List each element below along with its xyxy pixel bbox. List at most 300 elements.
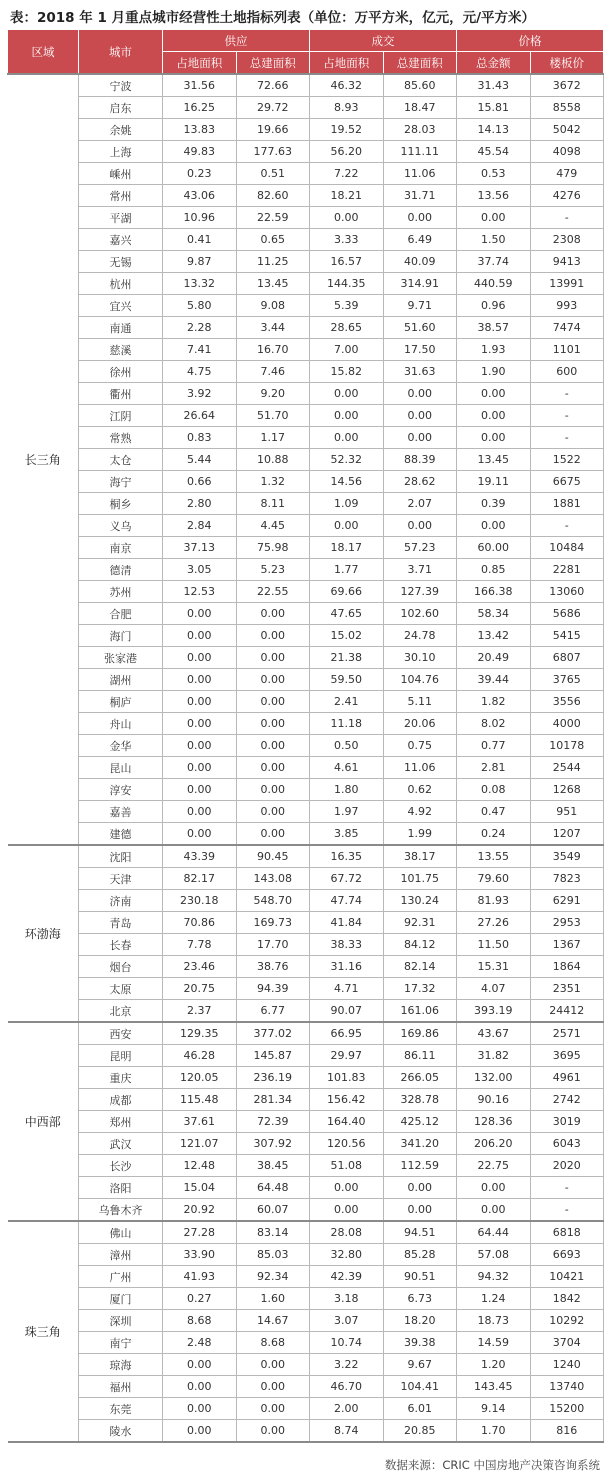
deal-total-area-cell: 314.91 <box>383 273 457 295</box>
floor-price-cell: 10178 <box>530 735 604 757</box>
supply-total-area-cell: 5.23 <box>236 559 310 581</box>
deal-total-area-cell: 9.71 <box>383 295 457 317</box>
deal-land-area-cell: 32.80 <box>310 1244 384 1266</box>
deal-total-area-cell: 102.60 <box>383 603 457 625</box>
floor-price-cell: - <box>530 427 604 449</box>
total-amount-cell: 43.67 <box>457 1022 531 1045</box>
deal-land-area-cell: 28.65 <box>310 317 384 339</box>
deal-land-area-cell: 0.00 <box>310 1199 384 1222</box>
supply-land-area-cell: 0.00 <box>163 691 237 713</box>
table-row <box>8 1111 604 1133</box>
total-amount-cell: 0.00 <box>457 383 531 405</box>
supply-land-area-cell: 37.13 <box>163 537 237 559</box>
deal-land-area-cell: 164.40 <box>310 1111 384 1133</box>
floor-price-cell: 479 <box>530 163 604 185</box>
supply-total-area-cell: 22.55 <box>236 581 310 603</box>
city-cell: 太仓 <box>79 449 163 471</box>
total-amount-cell: 14.59 <box>457 1332 531 1354</box>
deal-total-area-cell: 161.06 <box>383 1000 457 1023</box>
floor-price-cell: 6675 <box>530 471 604 493</box>
supply-total-area-cell: 8.11 <box>236 493 310 515</box>
city-cell: 长沙 <box>79 1155 163 1177</box>
city-cell: 海门 <box>79 625 163 647</box>
deal-land-area-cell: 69.66 <box>310 581 384 603</box>
supply-total-area-cell: 0.51 <box>236 163 310 185</box>
table-row <box>8 163 604 185</box>
deal-land-area-cell: 15.82 <box>310 361 384 383</box>
supply-total-area-cell: 0.00 <box>236 1398 310 1420</box>
land-indicator-table <box>7 29 604 1443</box>
deal-land-area-cell: 66.95 <box>310 1022 384 1045</box>
supply-total-area-cell: 9.08 <box>236 295 310 317</box>
deal-land-area-cell: 3.18 <box>310 1288 384 1310</box>
deal-land-area-cell: 21.38 <box>310 647 384 669</box>
total-amount-cell: 440.59 <box>457 273 531 295</box>
floor-price-cell: 2281 <box>530 559 604 581</box>
table-row <box>8 1420 604 1443</box>
deal-total-area-cell: 2.07 <box>383 493 457 515</box>
deal-total-area-cell: 104.76 <box>383 669 457 691</box>
supply-land-area-cell: 9.87 <box>163 251 237 273</box>
total-amount-cell: 1.93 <box>457 339 531 361</box>
supply-land-area-cell: 43.39 <box>163 845 237 868</box>
city-cell: 南宁 <box>79 1332 163 1354</box>
deal-land-area-cell: 1.09 <box>310 493 384 515</box>
table-row <box>8 669 604 691</box>
total-amount-cell: 57.08 <box>457 1244 531 1266</box>
floor-price-cell: 4098 <box>530 141 604 163</box>
city-cell: 上海 <box>79 141 163 163</box>
table-row <box>8 1288 604 1310</box>
supply-land-area-cell: 0.00 <box>163 823 237 846</box>
total-amount-cell: 11.50 <box>457 934 531 956</box>
supply-total-area-cell: 0.00 <box>236 1354 310 1376</box>
table-row <box>8 427 604 449</box>
floor-price-cell: 5042 <box>530 119 604 141</box>
deal-total-area-cell: 28.62 <box>383 471 457 493</box>
table-row <box>8 471 604 493</box>
supply-total-area-cell: 0.00 <box>236 669 310 691</box>
city-cell: 福州 <box>79 1376 163 1398</box>
city-cell: 余姚 <box>79 119 163 141</box>
supply-land-area-cell: 120.05 <box>163 1067 237 1089</box>
supply-total-area-cell: 0.00 <box>236 779 310 801</box>
header-deal: 成交 <box>310 30 457 52</box>
city-cell: 衢州 <box>79 383 163 405</box>
total-amount-cell: 19.11 <box>457 471 531 493</box>
supply-land-area-cell: 5.80 <box>163 295 237 317</box>
supply-total-area-cell: 236.19 <box>236 1067 310 1089</box>
supply-total-area-cell: 72.66 <box>236 74 310 97</box>
deal-total-area-cell: 6.49 <box>383 229 457 251</box>
total-amount-cell: 0.00 <box>457 515 531 537</box>
deal-land-area-cell: 31.16 <box>310 956 384 978</box>
supply-total-area-cell: 177.63 <box>236 141 310 163</box>
supply-land-area-cell: 2.48 <box>163 1332 237 1354</box>
supply-land-area-cell: 3.05 <box>163 559 237 581</box>
floor-price-cell: 6807 <box>530 647 604 669</box>
table-row <box>8 1266 604 1288</box>
supply-land-area-cell: 37.61 <box>163 1111 237 1133</box>
deal-land-area-cell: 18.17 <box>310 537 384 559</box>
supply-total-area-cell: 38.45 <box>236 1155 310 1177</box>
total-amount-cell: 27.26 <box>457 912 531 934</box>
city-cell: 漳州 <box>79 1244 163 1266</box>
city-cell: 桐庐 <box>79 691 163 713</box>
deal-land-area-cell: 51.08 <box>310 1155 384 1177</box>
floor-price-cell: 4000 <box>530 713 604 735</box>
total-amount-cell: 79.60 <box>457 868 531 890</box>
deal-land-area-cell: 38.33 <box>310 934 384 956</box>
supply-total-area-cell: 85.03 <box>236 1244 310 1266</box>
deal-land-area-cell: 156.42 <box>310 1089 384 1111</box>
deal-total-area-cell: 341.20 <box>383 1133 457 1155</box>
total-amount-cell: 9.14 <box>457 1398 531 1420</box>
floor-price-cell: 1522 <box>530 449 604 471</box>
supply-land-area-cell: 12.48 <box>163 1155 237 1177</box>
table-row <box>8 912 604 934</box>
deal-total-area-cell: 0.00 <box>383 207 457 229</box>
floor-price-cell: 3695 <box>530 1045 604 1067</box>
deal-total-area-cell: 11.06 <box>383 757 457 779</box>
supply-land-area-cell: 26.64 <box>163 405 237 427</box>
supply-total-area-cell: 0.00 <box>236 735 310 757</box>
deal-land-area-cell: 18.21 <box>310 185 384 207</box>
table-row <box>8 890 604 912</box>
deal-total-area-cell: 4.92 <box>383 801 457 823</box>
supply-total-area-cell: 0.00 <box>236 1376 310 1398</box>
total-amount-cell: 0.00 <box>457 427 531 449</box>
floor-price-cell: 9413 <box>530 251 604 273</box>
deal-land-area-cell: 4.71 <box>310 978 384 1000</box>
header-floor-price: 楼板价 <box>530 52 604 75</box>
table-row <box>8 801 604 823</box>
city-cell: 德清 <box>79 559 163 581</box>
deal-total-area-cell: 31.63 <box>383 361 457 383</box>
floor-price-cell: 993 <box>530 295 604 317</box>
deal-total-area-cell: 0.00 <box>383 1199 457 1222</box>
supply-total-area-cell: 0.00 <box>236 823 310 846</box>
table-row <box>8 1000 604 1023</box>
supply-land-area-cell: 3.92 <box>163 383 237 405</box>
supply-total-area-cell: 7.46 <box>236 361 310 383</box>
city-cell: 厦门 <box>79 1288 163 1310</box>
supply-land-area-cell: 0.00 <box>163 757 237 779</box>
deal-total-area-cell: 0.00 <box>383 1177 457 1199</box>
total-amount-cell: 0.00 <box>457 405 531 427</box>
floor-price-cell: 6818 <box>530 1221 604 1244</box>
city-cell: 武汉 <box>79 1133 163 1155</box>
supply-total-area-cell: 19.66 <box>236 119 310 141</box>
table-row <box>8 295 604 317</box>
supply-land-area-cell: 0.00 <box>163 713 237 735</box>
deal-total-area-cell: 130.24 <box>383 890 457 912</box>
city-cell: 广州 <box>79 1266 163 1288</box>
deal-total-area-cell: 39.38 <box>383 1332 457 1354</box>
floor-price-cell: 600 <box>530 361 604 383</box>
table-row <box>8 1089 604 1111</box>
supply-total-area-cell: 169.73 <box>236 912 310 934</box>
table-row <box>8 603 604 625</box>
supply-land-area-cell: 0.83 <box>163 427 237 449</box>
deal-total-area-cell: 1.99 <box>383 823 457 846</box>
floor-price-cell: 15200 <box>530 1398 604 1420</box>
deal-land-area-cell: 16.35 <box>310 845 384 868</box>
total-amount-cell: 38.57 <box>457 317 531 339</box>
floor-price-cell: 13991 <box>530 273 604 295</box>
supply-land-area-cell: 7.41 <box>163 339 237 361</box>
supply-land-area-cell: 20.92 <box>163 1199 237 1222</box>
supply-land-area-cell: 2.28 <box>163 317 237 339</box>
deal-land-area-cell: 46.70 <box>310 1376 384 1398</box>
deal-total-area-cell: 3.71 <box>383 559 457 581</box>
table-row <box>8 956 604 978</box>
city-cell: 郑州 <box>79 1111 163 1133</box>
city-cell: 启东 <box>79 97 163 119</box>
region-cell: 环渤海 <box>8 845 79 1022</box>
supply-land-area-cell: 2.84 <box>163 515 237 537</box>
deal-total-area-cell: 24.78 <box>383 625 457 647</box>
floor-price-cell: 6693 <box>530 1244 604 1266</box>
supply-land-area-cell: 121.07 <box>163 1133 237 1155</box>
header-supply-total-area: 总建面积 <box>236 52 310 75</box>
supply-total-area-cell: 6.77 <box>236 1000 310 1023</box>
floor-price-cell: - <box>530 405 604 427</box>
supply-total-area-cell: 60.07 <box>236 1199 310 1222</box>
supply-total-area-cell: 9.20 <box>236 383 310 405</box>
total-amount-cell: 15.31 <box>457 956 531 978</box>
floor-price-cell: 24412 <box>530 1000 604 1023</box>
table-row <box>8 625 604 647</box>
supply-total-area-cell: 17.70 <box>236 934 310 956</box>
city-cell: 琼海 <box>79 1354 163 1376</box>
deal-total-area-cell: 101.75 <box>383 868 457 890</box>
supply-land-area-cell: 13.32 <box>163 273 237 295</box>
city-cell: 慈溪 <box>79 339 163 361</box>
deal-land-area-cell: 2.41 <box>310 691 384 713</box>
table-row <box>8 383 604 405</box>
floor-price-cell: 10292 <box>530 1310 604 1332</box>
floor-price-cell: 2742 <box>530 1089 604 1111</box>
table-row <box>8 713 604 735</box>
total-amount-cell: 0.00 <box>457 1199 531 1222</box>
deal-land-area-cell: 42.39 <box>310 1266 384 1288</box>
city-cell: 成都 <box>79 1089 163 1111</box>
floor-price-cell: 3556 <box>530 691 604 713</box>
deal-land-area-cell: 3.07 <box>310 1310 384 1332</box>
city-cell: 昆明 <box>79 1045 163 1067</box>
data-source-note: 数据来源：CRIC 中国房地产决策咨询系统 <box>384 1458 600 1472</box>
supply-total-area-cell: 548.70 <box>236 890 310 912</box>
floor-price-cell: 3019 <box>530 1111 604 1133</box>
header-supply-land-area: 占地面积 <box>163 52 237 75</box>
city-cell: 陵水 <box>79 1420 163 1443</box>
deal-land-area-cell: 56.20 <box>310 141 384 163</box>
total-amount-cell: 13.56 <box>457 185 531 207</box>
total-amount-cell: 0.08 <box>457 779 531 801</box>
total-amount-cell: 0.77 <box>457 735 531 757</box>
deal-total-area-cell: 104.41 <box>383 1376 457 1398</box>
total-amount-cell: 2.81 <box>457 757 531 779</box>
floor-price-cell: 2351 <box>530 978 604 1000</box>
supply-land-area-cell: 15.04 <box>163 1177 237 1199</box>
header-deal-total-area: 总建面积 <box>383 52 457 75</box>
city-cell: 嵊州 <box>79 163 163 185</box>
deal-total-area-cell: 86.11 <box>383 1045 457 1067</box>
table-row <box>8 119 604 141</box>
supply-total-area-cell: 3.44 <box>236 317 310 339</box>
supply-total-area-cell: 83.14 <box>236 1221 310 1244</box>
deal-total-area-cell: 127.39 <box>383 581 457 603</box>
supply-land-area-cell: 4.75 <box>163 361 237 383</box>
deal-total-area-cell: 18.47 <box>383 97 457 119</box>
table-row <box>8 1221 604 1244</box>
supply-land-area-cell: 0.27 <box>163 1288 237 1310</box>
total-amount-cell: 37.74 <box>457 251 531 273</box>
deal-land-area-cell: 7.22 <box>310 163 384 185</box>
supply-total-area-cell: 0.00 <box>236 647 310 669</box>
floor-price-cell: 3549 <box>530 845 604 868</box>
deal-land-area-cell: 0.00 <box>310 405 384 427</box>
total-amount-cell: 94.32 <box>457 1266 531 1288</box>
table-row <box>8 1398 604 1420</box>
floor-price-cell: 2020 <box>530 1155 604 1177</box>
supply-land-area-cell: 70.86 <box>163 912 237 934</box>
supply-land-area-cell: 0.00 <box>163 603 237 625</box>
city-cell: 长春 <box>79 934 163 956</box>
deal-total-area-cell: 0.00 <box>383 405 457 427</box>
city-cell: 青岛 <box>79 912 163 934</box>
table-row <box>8 1022 604 1045</box>
deal-total-area-cell: 57.23 <box>383 537 457 559</box>
deal-land-area-cell: 3.85 <box>310 823 384 846</box>
table-row <box>8 185 604 207</box>
supply-land-area-cell: 129.35 <box>163 1022 237 1045</box>
floor-price-cell: 7823 <box>530 868 604 890</box>
deal-land-area-cell: 0.00 <box>310 515 384 537</box>
supply-land-area-cell: 0.41 <box>163 229 237 251</box>
floor-price-cell: 7474 <box>530 317 604 339</box>
floor-price-cell: 13060 <box>530 581 604 603</box>
deal-total-area-cell: 169.86 <box>383 1022 457 1045</box>
supply-land-area-cell: 115.48 <box>163 1089 237 1111</box>
floor-price-cell: - <box>530 1177 604 1199</box>
deal-land-area-cell: 0.50 <box>310 735 384 757</box>
table-row <box>8 559 604 581</box>
header-deal-land-area: 占地面积 <box>310 52 384 75</box>
table-row <box>8 339 604 361</box>
total-amount-cell: 206.20 <box>457 1133 531 1155</box>
deal-total-area-cell: 40.09 <box>383 251 457 273</box>
supply-land-area-cell: 43.06 <box>163 185 237 207</box>
supply-total-area-cell: 0.00 <box>236 713 310 735</box>
floor-price-cell: - <box>530 207 604 229</box>
deal-total-area-cell: 17.50 <box>383 339 457 361</box>
deal-total-area-cell: 17.32 <box>383 978 457 1000</box>
city-cell: 乌鲁木齐 <box>79 1199 163 1222</box>
table-title: 表：2018 年 1 月重点城市经营性土地指标列表（单位：万平方米，亿元，元/平方米） <box>10 10 535 26</box>
deal-land-area-cell: 3.33 <box>310 229 384 251</box>
supply-land-area-cell: 2.37 <box>163 1000 237 1023</box>
table-row <box>8 229 604 251</box>
supply-land-area-cell: 0.00 <box>163 1398 237 1420</box>
deal-total-area-cell: 94.51 <box>383 1221 457 1244</box>
supply-total-area-cell: 143.08 <box>236 868 310 890</box>
supply-land-area-cell: 0.00 <box>163 801 237 823</box>
city-cell: 宜兴 <box>79 295 163 317</box>
city-cell: 烟台 <box>79 956 163 978</box>
total-amount-cell: 45.54 <box>457 141 531 163</box>
floor-price-cell: 5415 <box>530 625 604 647</box>
city-cell: 常熟 <box>79 427 163 449</box>
supply-total-area-cell: 0.00 <box>236 1420 310 1443</box>
supply-total-area-cell: 1.60 <box>236 1288 310 1310</box>
table-row <box>8 978 604 1000</box>
total-amount-cell: 14.13 <box>457 119 531 141</box>
floor-price-cell: 1207 <box>530 823 604 846</box>
deal-total-area-cell: 0.00 <box>383 383 457 405</box>
deal-land-area-cell: 1.77 <box>310 559 384 581</box>
total-amount-cell: 1.70 <box>457 1420 531 1443</box>
floor-price-cell: 4961 <box>530 1067 604 1089</box>
supply-total-area-cell: 377.02 <box>236 1022 310 1045</box>
supply-land-area-cell: 10.96 <box>163 207 237 229</box>
region-cell: 珠三角 <box>8 1221 79 1442</box>
table-row <box>8 449 604 471</box>
deal-total-area-cell: 112.59 <box>383 1155 457 1177</box>
deal-land-area-cell: 90.07 <box>310 1000 384 1023</box>
city-cell: 海宁 <box>79 471 163 493</box>
floor-price-cell: 10421 <box>530 1266 604 1288</box>
deal-total-area-cell: 328.78 <box>383 1089 457 1111</box>
deal-total-area-cell: 266.05 <box>383 1067 457 1089</box>
table-row <box>8 868 604 890</box>
total-amount-cell: 0.47 <box>457 801 531 823</box>
floor-price-cell: - <box>530 383 604 405</box>
table-row <box>8 141 604 163</box>
supply-total-area-cell: 90.45 <box>236 845 310 868</box>
supply-land-area-cell: 0.00 <box>163 1376 237 1398</box>
floor-price-cell: 3672 <box>530 74 604 97</box>
deal-land-area-cell: 1.80 <box>310 779 384 801</box>
supply-total-area-cell: 0.00 <box>236 691 310 713</box>
table-row <box>8 691 604 713</box>
header-city: 城市 <box>79 30 163 75</box>
city-cell: 东莞 <box>79 1398 163 1420</box>
deal-total-area-cell: 5.11 <box>383 691 457 713</box>
total-amount-cell: 0.85 <box>457 559 531 581</box>
deal-total-area-cell: 9.67 <box>383 1354 457 1376</box>
city-cell: 宁波 <box>79 74 163 97</box>
table-row <box>8 97 604 119</box>
deal-total-area-cell: 425.12 <box>383 1111 457 1133</box>
supply-total-area-cell: 8.68 <box>236 1332 310 1354</box>
supply-total-area-cell: 0.00 <box>236 603 310 625</box>
supply-total-area-cell: 1.32 <box>236 471 310 493</box>
city-cell: 桐乡 <box>79 493 163 515</box>
table-row <box>8 581 604 603</box>
city-cell: 常州 <box>79 185 163 207</box>
floor-price-cell: 1881 <box>530 493 604 515</box>
city-cell: 江阴 <box>79 405 163 427</box>
city-cell: 义乌 <box>79 515 163 537</box>
total-amount-cell: 393.19 <box>457 1000 531 1023</box>
deal-land-area-cell: 46.32 <box>310 74 384 97</box>
city-cell: 嘉兴 <box>79 229 163 251</box>
city-cell: 无锡 <box>79 251 163 273</box>
deal-total-area-cell: 85.60 <box>383 74 457 97</box>
deal-total-area-cell: 0.75 <box>383 735 457 757</box>
